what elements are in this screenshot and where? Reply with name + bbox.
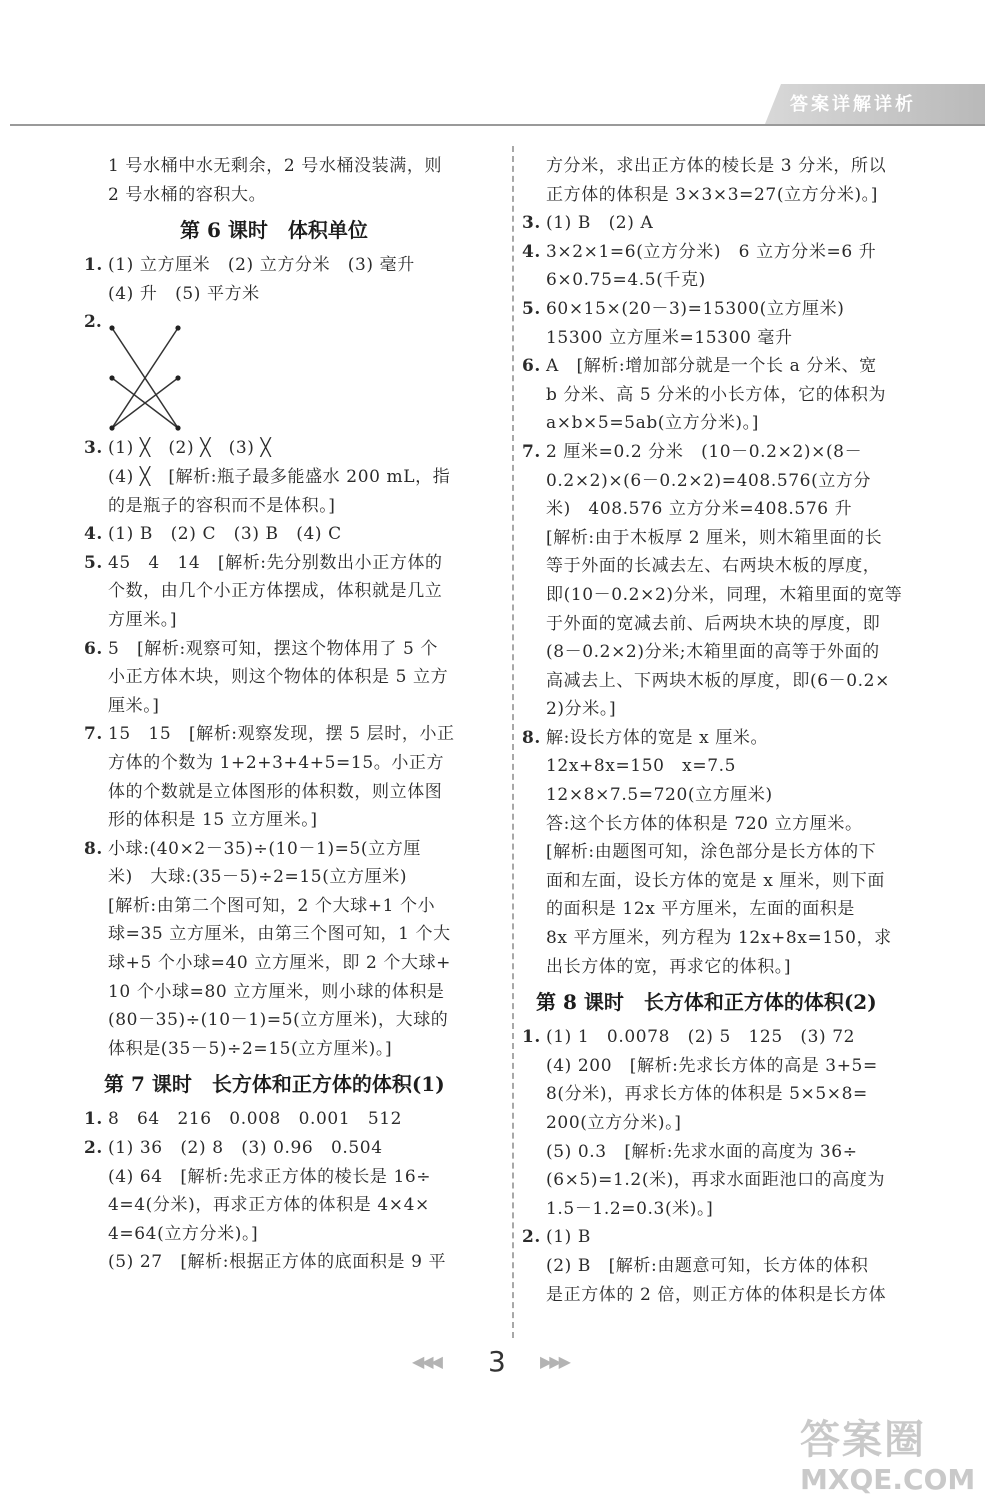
answer-line [522,638,942,667]
answer-text: (5) 0.3 [解析:先求水面的高度为 36÷ [546,1141,858,1162]
match-dot [175,426,180,431]
answer-line [84,181,504,210]
answer-line [522,781,942,810]
question-number: 7. [84,724,103,745]
answer-text: (1) 36 (2) 8 (3) 0.96 0.504 [108,1138,383,1159]
answer-line [84,492,504,521]
answer-text: 5 [解析:观察可知，摆这个物体用了 5 个 [108,638,438,659]
answer-line [84,1220,504,1249]
answer-text: 解:设长方体的宽是 x 厘米。 [546,727,769,748]
answer-text: 12x+8x=150 x=7.5 [546,756,737,777]
prev-arrows-icon: ◀◀◀ [412,1352,440,1371]
question-number: 1. [84,1109,103,1130]
answer-line [522,295,942,324]
matching-figure [84,308,504,434]
answer-line [84,635,504,664]
answer-line [84,463,504,492]
answer-line [522,209,942,238]
answer-text: 面和左面，设长方体的宽是 x 厘米，则下面 [546,870,885,891]
answer-line [84,1035,504,1064]
answer-line [84,835,504,864]
answer-text: 的面积是 12x 平方厘米，左面的面积是 [546,899,856,920]
answer-text: 3×2×1=6(立方分米) 6 立方分米=6 升 [546,241,877,262]
answer-text: (4) 200 [解析:先求长方体的高是 3+5= [546,1055,878,1076]
answer-line [84,949,504,978]
answer-line [522,895,942,924]
answer-line [522,1195,942,1224]
question-number: 7. [522,441,541,462]
answer-line [84,1105,504,1134]
question-number: 6. [84,638,103,659]
answer-text: 米) 大球:(35－5)÷2=15(立方厘米) [108,867,408,888]
answer-line [522,1023,942,1052]
answer-line [84,251,504,280]
answer-line [522,266,942,295]
answer-text: 厘米。] [108,695,160,716]
answer-text: 小球:(40×2－35)÷(10－1)=5(立方厘 [108,838,421,859]
column-divider [512,146,514,1338]
answer-text: 1.5－1.2=0.3(米)。] [546,1198,714,1219]
answer-text: 形的体积是 15 立方厘米。] [108,810,318,831]
answer-text: (4) 升 (5) 平方米 [108,283,260,304]
answer-line [84,1163,504,1192]
answer-text: 个数，由几个小正方体摆成，体积就是几立 [108,581,443,602]
answer-text: (1) ╳ (2) ╳ (3) ╳ [108,438,272,459]
answer-text: (4) 64 [解析:先求正方体的棱长是 16÷ [108,1166,432,1187]
answer-text: (4) ╳ [解析:瓶子最多能盛水 200 mL，指 [108,466,451,487]
question-number: 4. [522,241,541,262]
answer-line [84,863,504,892]
match-dot [109,326,114,331]
answer-text: (8－0.2×2)分米;木箱里面的高等于外面的 [546,642,880,663]
answer-line [522,667,942,696]
answer-line [522,1080,942,1109]
answer-line [84,606,504,635]
answer-text: (6×5)=1.2(米)，再求水面距池口的高度为 [546,1170,886,1191]
question-number: 4. [84,524,103,545]
answer-line [522,695,942,724]
section-heading: 第 8 课时 长方体和正方体的体积(2) [536,990,877,1015]
question-number: 5. [84,552,103,573]
answer-text: 4=64(立方分米)。] [108,1223,259,1244]
answer-text: 15 15 [解析:观察发现，摆 5 层时，小正 [108,724,455,745]
answer-text: 2 厘米=0.2 分米 (10－0.2×2)×(8－ [546,441,863,462]
answer-text: 球+5 个小球=40 立方厘米，即 2 个大球+ [108,953,452,974]
answer-text: 1 号水桶中水无剩余，2 号水桶没装满，则 [108,156,443,176]
answer-line [522,238,942,267]
answer-text: 45 4 14 [解析:先分别数出小正方体的 [108,552,443,573]
answer-line [522,409,942,438]
answer-text: 10 个小球=80 立方厘米，则小球的体积是 [108,981,445,1002]
answer-line [84,978,504,1007]
answer-text: 是正方体的 2 倍，则正方体的体积是长方体 [546,1284,887,1305]
answer-text: 8x 平方厘米，列方程为 12x+8x=150，求 [546,928,892,949]
answer-text: 0.2×2)×(6－0.2×2)=408.576(立方分 [546,470,872,491]
answer-line [84,1006,504,1035]
answer-line [522,524,942,553]
answer-line [522,552,942,581]
answer-text: 8 64 216 0.008 0.001 512 [108,1109,403,1130]
page-number: 3 [488,1345,506,1378]
answer-text: 球=35 立方厘米，由第三个图可知，1 个大 [108,924,451,945]
answer-line [522,381,942,410]
right-column [522,152,942,1309]
answer-line [522,1252,942,1281]
answer-text: 60×15×(20－3)=15300(立方厘米) [546,298,845,319]
answer-text: (1) B (2) A [546,213,654,234]
answer-text: (5) 27 [解析:根据正方体的底面积是 9 平 [108,1252,447,1273]
answer-line [84,778,504,807]
match-dot [175,326,180,331]
answer-text: 体积是(35－5)÷2=15(立方厘米)。] [108,1038,393,1059]
answer-text: b 分米、高 5 分米的小长方体，它的体积为 [546,384,887,405]
answer-line [522,752,942,781]
answer-text: 即(10－0.2×2)分米，同理，木箱里面的宽等 [546,584,903,605]
header-title: 答案详解详析 [790,94,916,115]
answer-text: 2 号水桶的容积大。 [108,184,267,205]
answer-line [522,867,942,896]
answer-text: 15300 立方厘米=15300 毫升 [546,327,793,348]
answer-text: 方厘米。] [108,609,178,630]
answer-line [84,1134,504,1163]
answer-line [522,181,942,210]
question-number: 2. [522,1227,541,1248]
answer-line [84,892,504,921]
answer-line [522,1138,942,1167]
left-column [84,152,504,1277]
answer-text: (80－35)÷(10－1)=5(立方厘米)，大球的 [108,1010,449,1031]
question-number: 1. [522,1027,541,1048]
answer-line [84,663,504,692]
answer-line [522,924,942,953]
answer-line [522,810,942,839]
answer-line [522,1052,942,1081]
answer-text: (1) 1 0.0078 (2) 5 125 (3) 72 [546,1027,856,1048]
answer-text: A [解析:增加部分就是一个长 a 分米、宽 [546,356,877,377]
answer-line [522,724,942,753]
answer-text: 6×0.75=4.5(千克) [546,270,706,291]
answer-text: [解析:由第二个图可知，2 个大球+1 个小 [108,895,436,916]
answer-text: 等于外面的长减去左、右两块木板的厚度， [546,556,881,577]
answer-text: 高减去上、下两块木板的厚度，即(6－0.2× [546,670,890,691]
match-dot [175,376,180,381]
answer-text: 出长方体的宽，再求它的体积。] [546,956,792,977]
answer-text: 小正方体木块，则这个物体的体积是 5 立方 [108,667,449,688]
answer-text: 8(分米)，再求长方体的体积是 5×5×8= [546,1084,868,1105]
question-number: 2. [84,312,102,333]
answer-text: (1) B [546,1227,591,1248]
answer-line [84,749,504,778]
section-heading: 第 7 课时 长方体和正方体的体积(1) [104,1072,445,1097]
answer-line [84,577,504,606]
match-dot [109,426,114,431]
answer-text: [解析:由题图可知，涂色部分是长方体的下 [546,842,877,863]
answer-line [84,806,504,835]
answer-line [522,152,942,181]
answer-text: 体的个数就是立体图形的体积数，则立体图 [108,781,443,802]
cross-lines-diagram [106,322,186,442]
answer-line [84,692,504,721]
answer-line [84,280,504,309]
answer-text: 的是瓶子的容积而不是体积。] [108,495,336,516]
question-number: 3. [84,438,103,459]
question-number: 5. [522,298,541,319]
answer-line [522,581,942,610]
question-number: 8. [522,727,541,748]
answer-line [522,467,942,496]
answer-line [84,1191,504,1220]
answer-line [522,610,942,639]
answer-text: (2) B [解析:由题意可知，长方体的体积 [546,1255,869,1276]
answer-text: 方分米，求出正方体的棱长是 3 分米，所以 [546,156,887,176]
answer-line [522,324,942,353]
answer-line [522,838,942,867]
section-heading: 第 6 课时 体积单位 [180,218,368,243]
answer-line [522,1166,942,1195]
answer-text: 2)分米。] [546,699,617,720]
question-number: 1. [84,255,103,276]
match-dot [109,376,114,381]
next-arrows-icon: ▶▶▶ [540,1352,568,1371]
question-number: 2. [84,1138,103,1159]
answer-line [84,720,504,749]
answer-line [84,520,504,549]
answer-line [522,1281,942,1310]
question-number: 6. [522,356,541,377]
answer-text: 200(立方分米)。] [546,1113,682,1133]
answer-line [84,920,504,949]
question-number: 3. [522,213,541,234]
header-rule [10,124,985,126]
answer-line [522,1109,942,1138]
answer-text: 于外面的宽减去前、后两块木块的厚度，即 [546,613,881,634]
watermark-logo: 答案圈 [800,1417,926,1463]
answer-line [522,438,942,467]
question-number: 8. [84,838,103,859]
answer-line [84,1248,504,1277]
answer-text: 答:这个长方体的体积是 720 立方厘米。 [546,813,863,834]
answer-text: 4=4(分米)，再求正方体的体积是 4×4× [108,1195,430,1216]
answer-line [522,953,942,982]
answer-line [522,495,942,524]
answer-text: 正方体的体积是 3×3×3=27(立方分米)。] [546,184,879,205]
answer-text: a×b×5=5ab(立方分米)。] [546,413,759,434]
answer-text: 12×8×7.5=720(立方厘米) [546,785,773,806]
answer-line [84,549,504,578]
answer-line [84,152,504,181]
answer-line [522,1223,942,1252]
answer-text: 米) 408.576 立方分米=408.576 升 [546,499,853,520]
answer-text: (1) B (2) C (3) B (4) C [108,524,342,545]
watermark-url: MXQE.COM [800,1463,976,1496]
answer-text: 方体的个数为 1+2+3+4+5=15。小正方 [108,752,445,773]
answer-text: (1) 立方厘米 (2) 立方分米 (3) 毫升 [108,255,415,276]
watermark [800,1408,975,1496]
answer-text: [解析:由于木板厚 2 厘米，则木箱里面的长 [546,527,883,548]
answer-line [522,352,942,381]
